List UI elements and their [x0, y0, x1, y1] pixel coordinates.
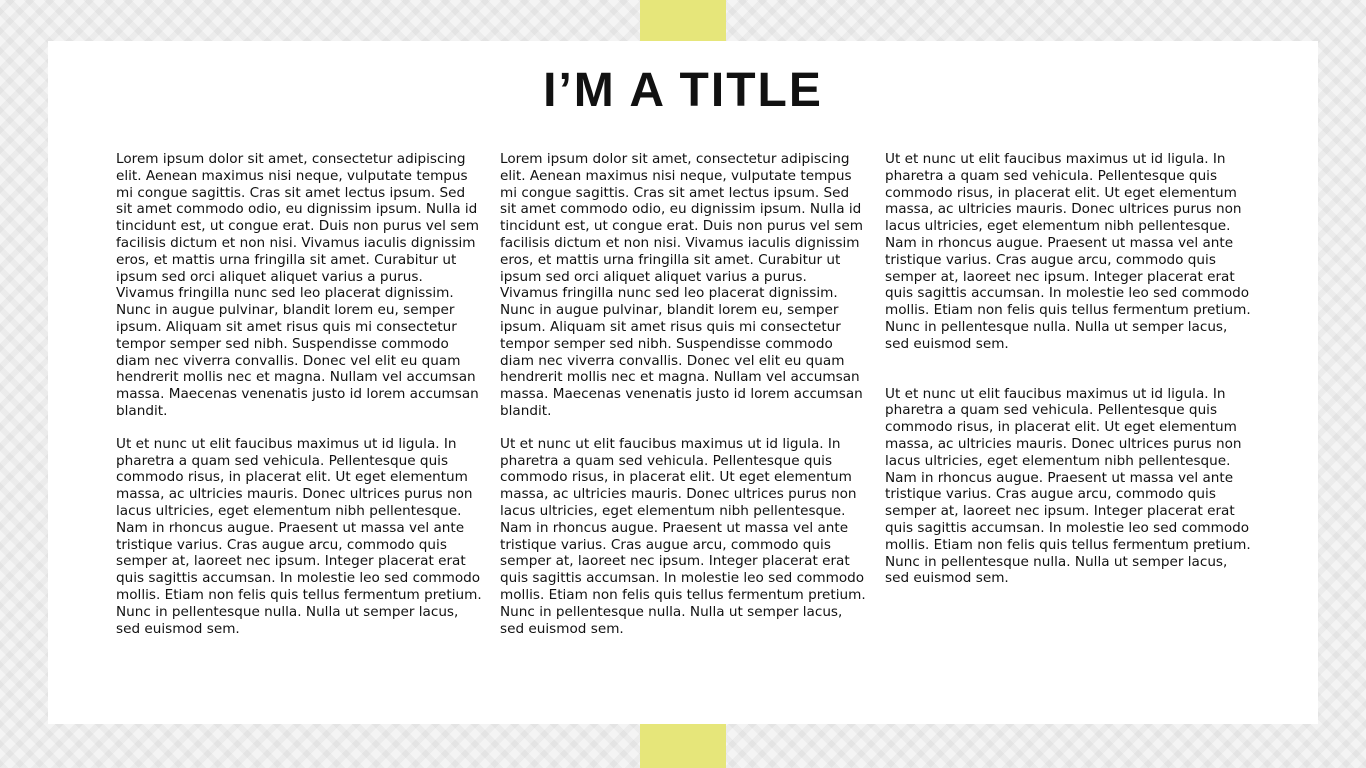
- slide-title: I’M A TITLE: [543, 64, 823, 117]
- text-column-1: [116, 151, 482, 653]
- text-column-3: [885, 151, 1251, 620]
- top-accent-bar: [640, 0, 726, 41]
- paragraph: Ut et nunc ut elit faucibus maximus ut id ligula. In pharetra a quam sed vehicula. Pellentesque quis commodo risus, in placerat elit. Ut eget elementum massa, ac ultricies mauris. Donec ultrices purus non lacus ultricies, eget elementum nibh pellentesque. Nam in rhoncus augue. Praesent ut massa vel ante tristique varius. Cras augue arcu, commodo quis semper at, laoreet nec ipsum. Integer placerat erat quis sagittis accumsan. In molestie leo sed commodo mollis. Etiam non felis quis tellus fermentum pretium. Nunc in pellentesque nulla. Nulla ut semper lacus, sed euismod sem.: [116, 435, 482, 637]
- bottom-accent-bar: [640, 724, 726, 768]
- paragraph: Ut et nunc ut elit faucibus maximus ut id ligula. In pharetra a quam sed vehicula. Pellentesque quis commodo risus, in placerat elit. Ut eget elementum massa, ac ultricies mauris. Donec ultrices purus non lacus ultricies, eget elementum nibh pellentesque. Nam in rhoncus augue. Praesent ut massa vel ante tristique varius. Cras augue arcu, commodo quis semper at, laoreet nec ipsum. Integer placerat erat quis sagittis accumsan. In molestie leo sed commodo mollis. Etiam non felis quis tellus fermentum pretium. Nunc in pellentesque nulla. Nulla ut semper lacus, sed euismod sem.: [885, 385, 1251, 587]
- text-column-2: [500, 151, 866, 653]
- paragraph: Ut et nunc ut elit faucibus maximus ut id ligula. In pharetra a quam sed vehicula. Pellentesque quis commodo risus, in placerat elit. Ut eget elementum massa, ac ultricies mauris. Donec ultrices purus non lacus ultricies, eget elementum nibh pellentesque. Nam in rhoncus augue. Praesent ut massa vel ante tristique varius. Cras augue arcu, commodo quis semper at, laoreet nec ipsum. Integer placerat erat quis sagittis accumsan. In molestie leo sed commodo mollis. Etiam non felis quis tellus fermentum pretium. Nunc in pellentesque nulla. Nulla ut semper lacus, sed euismod sem.: [885, 151, 1251, 352]
- slide-card: [48, 41, 1318, 724]
- paragraph: Ut et nunc ut elit faucibus maximus ut id ligula. In pharetra a quam sed vehicula. Pellentesque quis commodo risus, in placerat elit. Ut eget elementum massa, ac ultricies mauris. Donec ultrices purus non lacus ultricies, eget elementum nibh pellentesque. Nam in rhoncus augue. Praesent ut massa vel ante tristique varius. Cras augue arcu, commodo quis semper at, laoreet nec ipsum. Integer placerat erat quis sagittis accumsan. In molestie leo sed commodo mollis. Etiam non felis quis tellus fermentum pretium. Nunc in pellentesque nulla. Nulla ut semper lacus, sed euismod sem.: [500, 435, 866, 637]
- paragraph: Lorem ipsum dolor sit amet, consectetur adipiscing elit. Aenean maximus nisi neque, vulputate tempus mi congue sagittis. Cras sit amet lectus ipsum. Sed sit amet commodo odio, eu dignissim ipsum. Nulla id tincidunt est, ut congue erat. Duis non purus vel sem facilisis dictum et non nisi. Vivamus iaculis dignissim eros, et mattis urna fringilla sit amet. Curabitur ut ipsum sed orci aliquet aliquet varius a purus. Vivamus fringilla nunc sed leo placerat dignissim. Nunc in augue pulvinar, blandit lorem eu, semper ipsum. Aliquam sit amet risus quis mi consectetur tempor semper sed nibh. Suspendisse commodo diam nec viverra convallis. Donec vel elit eu quam hendrerit mollis nec et magna. Nullam vel accumsan massa. Maecenas venenatis justo id lorem accumsan blandit.: [116, 151, 479, 419]
- paragraph: Lorem ipsum dolor sit amet, consectetur adipiscing elit. Aenean maximus nisi neque, vulputate tempus mi congue sagittis. Cras sit amet lectus ipsum. Sed sit amet commodo odio, eu dignissim ipsum. Nulla id tincidunt est, ut congue erat. Duis non purus vel sem facilisis dictum et non nisi. Vivamus iaculis dignissim eros, et mattis urna fringilla sit amet. Curabitur ut ipsum sed orci aliquet aliquet varius a purus. Vivamus fringilla nunc sed leo placerat dignissim. Nunc in augue pulvinar, blandit lorem eu, semper ipsum. Aliquam sit amet risus quis mi consectetur tempor semper sed nibh. Suspendisse commodo diam nec viverra convallis. Donec vel elit eu quam hendrerit mollis nec et magna. Nullam vel accumsan massa. Maecenas venenatis justo id lorem accumsan blandit.: [500, 151, 863, 419]
